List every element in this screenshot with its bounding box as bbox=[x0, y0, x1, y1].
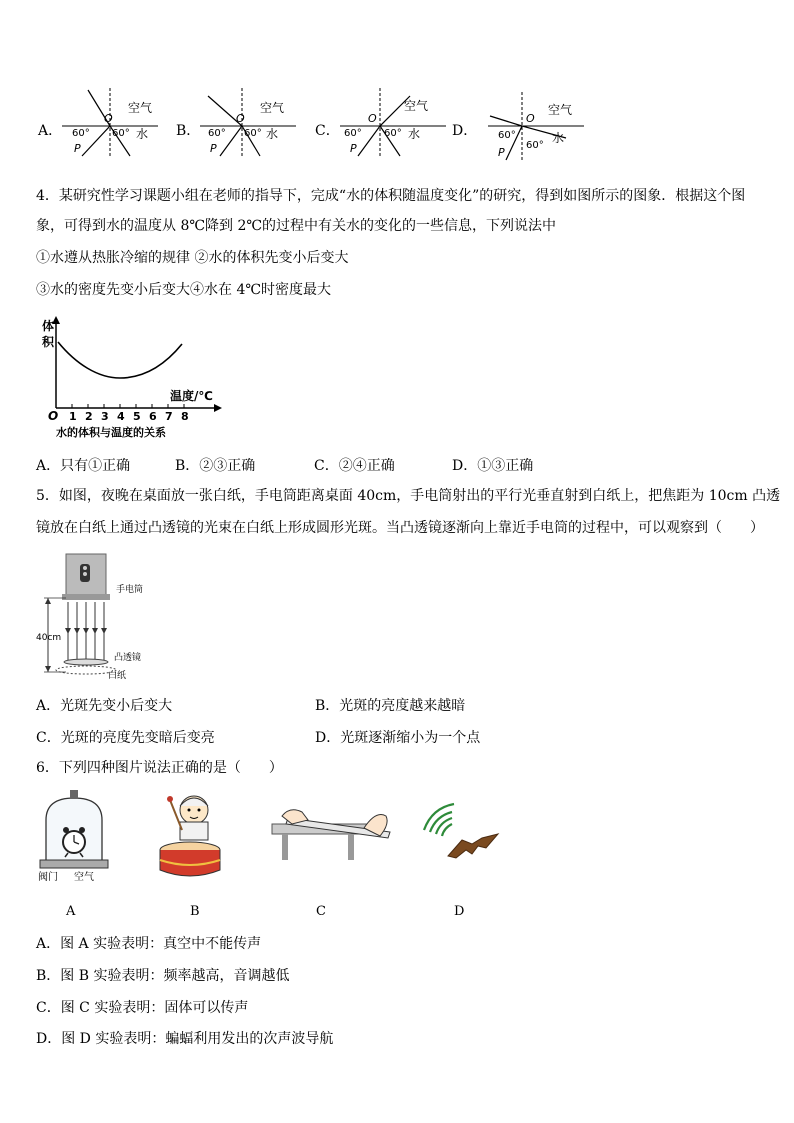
q3-c-o: O bbox=[368, 112, 377, 125]
q5-flashlight-label: 手电筒 bbox=[116, 585, 144, 595]
q5-option-d: D．光斑逐渐缩小为一个点 bbox=[315, 730, 481, 746]
q6-option-c: C．图 C 实验表明：固体可以传声 bbox=[36, 1000, 249, 1016]
q6-stem: 6．下列四种图片说法正确的是（ ） bbox=[36, 760, 283, 776]
q4-ylabel-2: 积 bbox=[42, 335, 55, 349]
q4-ylabel-1: 体 bbox=[42, 319, 55, 333]
q4-tick-4: 4 bbox=[117, 410, 125, 423]
q4-tick-2: 2 bbox=[85, 410, 93, 423]
q3-option-letter-d: D． bbox=[452, 123, 478, 139]
q6-valve-label: 阀门 bbox=[38, 872, 58, 883]
q3-d-water: 水 bbox=[552, 131, 565, 145]
q6-label-c: C bbox=[316, 904, 326, 919]
q6-figure-d-bat bbox=[422, 800, 502, 866]
q3-d-o: O bbox=[526, 112, 535, 125]
q4-option-c: C．②④正确 bbox=[314, 458, 395, 474]
q3-c-water: 水 bbox=[408, 127, 421, 141]
q3-a-air: 空气 bbox=[128, 101, 153, 115]
q3-a-o: O bbox=[104, 112, 113, 125]
q3-diagram-b bbox=[198, 86, 298, 158]
q4-option-b: B．②③正确 bbox=[175, 458, 256, 474]
q4-tick-1: 1 bbox=[69, 410, 77, 423]
q6-figure-c-ruler bbox=[268, 800, 392, 866]
q6-label-a: A bbox=[66, 904, 76, 919]
q3-b-water: 水 bbox=[266, 127, 279, 141]
q3-a-angle1: 60° bbox=[72, 128, 90, 139]
q3-b-p: P bbox=[210, 142, 217, 155]
q3-b-angle2: 60° bbox=[244, 128, 262, 139]
q4-volume-curve bbox=[58, 342, 182, 378]
q6-label-b: B bbox=[190, 904, 200, 919]
q3-c-angle2: 60° bbox=[384, 128, 402, 139]
q3-b-angle1: 60° bbox=[208, 128, 226, 139]
q6-option-d: D．图 D 实验表明：蝙蝠利用发出的次声波导航 bbox=[36, 1031, 334, 1047]
q4-option-a: A．只有①正确 bbox=[36, 458, 131, 474]
q4-tick-7: 7 bbox=[165, 410, 173, 423]
q3-a-angle2: 60° bbox=[112, 128, 130, 139]
q3-diagram-c bbox=[338, 86, 448, 158]
q3-option-letter-b: B． bbox=[176, 123, 201, 139]
q4-volume-temperature-graph bbox=[36, 312, 226, 442]
q4-stem-line1: 4．某研究性学习课题小组在老师的指导下，完成“水的体积随温度变化”的研究，得到如图所示的图象．根据这个图 bbox=[36, 188, 746, 204]
q6-air-label: 空气 bbox=[74, 872, 94, 883]
q3-d-air: 空气 bbox=[548, 103, 573, 117]
q3-a-p: P bbox=[74, 142, 81, 155]
q5-paper-label: 白纸 bbox=[108, 671, 127, 681]
q4-statement-line1: ①水遵从热胀冷缩的规律 ②水的体积先变小后变大 bbox=[36, 250, 349, 266]
q6-option-a: A．图 A 实验表明：真空中不能传声 bbox=[36, 936, 262, 952]
q6-label-d: D bbox=[454, 904, 465, 919]
q3-c-p: P bbox=[350, 142, 357, 155]
q3-d-p: P bbox=[498, 146, 505, 159]
q4-option-d: D．①③正确 bbox=[452, 458, 534, 474]
q4-tick-5: 5 bbox=[133, 410, 141, 423]
q3-d-angle2: 60° bbox=[526, 140, 544, 151]
q5-distance-label: 40cm bbox=[36, 633, 62, 643]
q3-diagram-d bbox=[486, 90, 586, 162]
q3-c-angle1: 60° bbox=[344, 128, 362, 139]
q4-origin: O bbox=[48, 409, 59, 423]
q5-option-a: A．光斑先变小后变大 bbox=[36, 698, 173, 714]
q5-lens-label: 凸透镜 bbox=[114, 653, 142, 663]
q3-option-letter-c: C． bbox=[315, 123, 340, 139]
q4-tick-6: 6 bbox=[149, 410, 157, 423]
q4-statement-line2: ③水的密度先变小后变大④水在 4℃时密度最大 bbox=[36, 282, 332, 298]
q5-stem-line1: 5．如图，夜晚在桌面放一张白纸，手电筒距离桌面 40cm，手电筒射出的平行光垂直射到白纸上，把焦距为 10cm 凸透 bbox=[36, 488, 781, 504]
q6-figure-a-bell-jar bbox=[36, 790, 116, 886]
q3-b-air: 空气 bbox=[260, 101, 285, 115]
q3-option-letter-a: A． bbox=[38, 123, 63, 139]
q4-caption: 水的体积与温度的关系 bbox=[56, 426, 166, 439]
q3-c-air: 空气 bbox=[404, 99, 429, 113]
q4-stem-line2: 象，可得到水的温度从 8℃降到 2℃的过程中有关水的变化的一些信息，下列说法中 bbox=[36, 218, 557, 234]
q4-tick-8: 8 bbox=[181, 410, 189, 423]
q4-xlabel: 温度/℃ bbox=[170, 389, 213, 403]
q5-stem-line2: 镜放在白纸上通过凸透镜的光束在白纸上形成圆形光斑。当凸透镜逐渐向上靠近手电筒的过程中，可以观察到（ ） bbox=[36, 520, 764, 536]
q3-d-angle1: 60° bbox=[498, 130, 516, 141]
q6-figure-b-drum bbox=[150, 790, 240, 886]
q6-option-b: B．图 B 实验表明：频率越高，音调越低 bbox=[36, 968, 290, 984]
q3-diagram-a bbox=[60, 86, 160, 158]
q5-flashlight-figure bbox=[36, 548, 166, 684]
q5-option-b: B．光斑的亮度越来越暗 bbox=[315, 698, 466, 714]
q3-a-water: 水 bbox=[136, 127, 149, 141]
q4-tick-3: 3 bbox=[101, 410, 109, 423]
q3-b-o: O bbox=[236, 112, 245, 125]
q5-option-c: C．光斑的亮度先变暗后变亮 bbox=[36, 730, 215, 746]
